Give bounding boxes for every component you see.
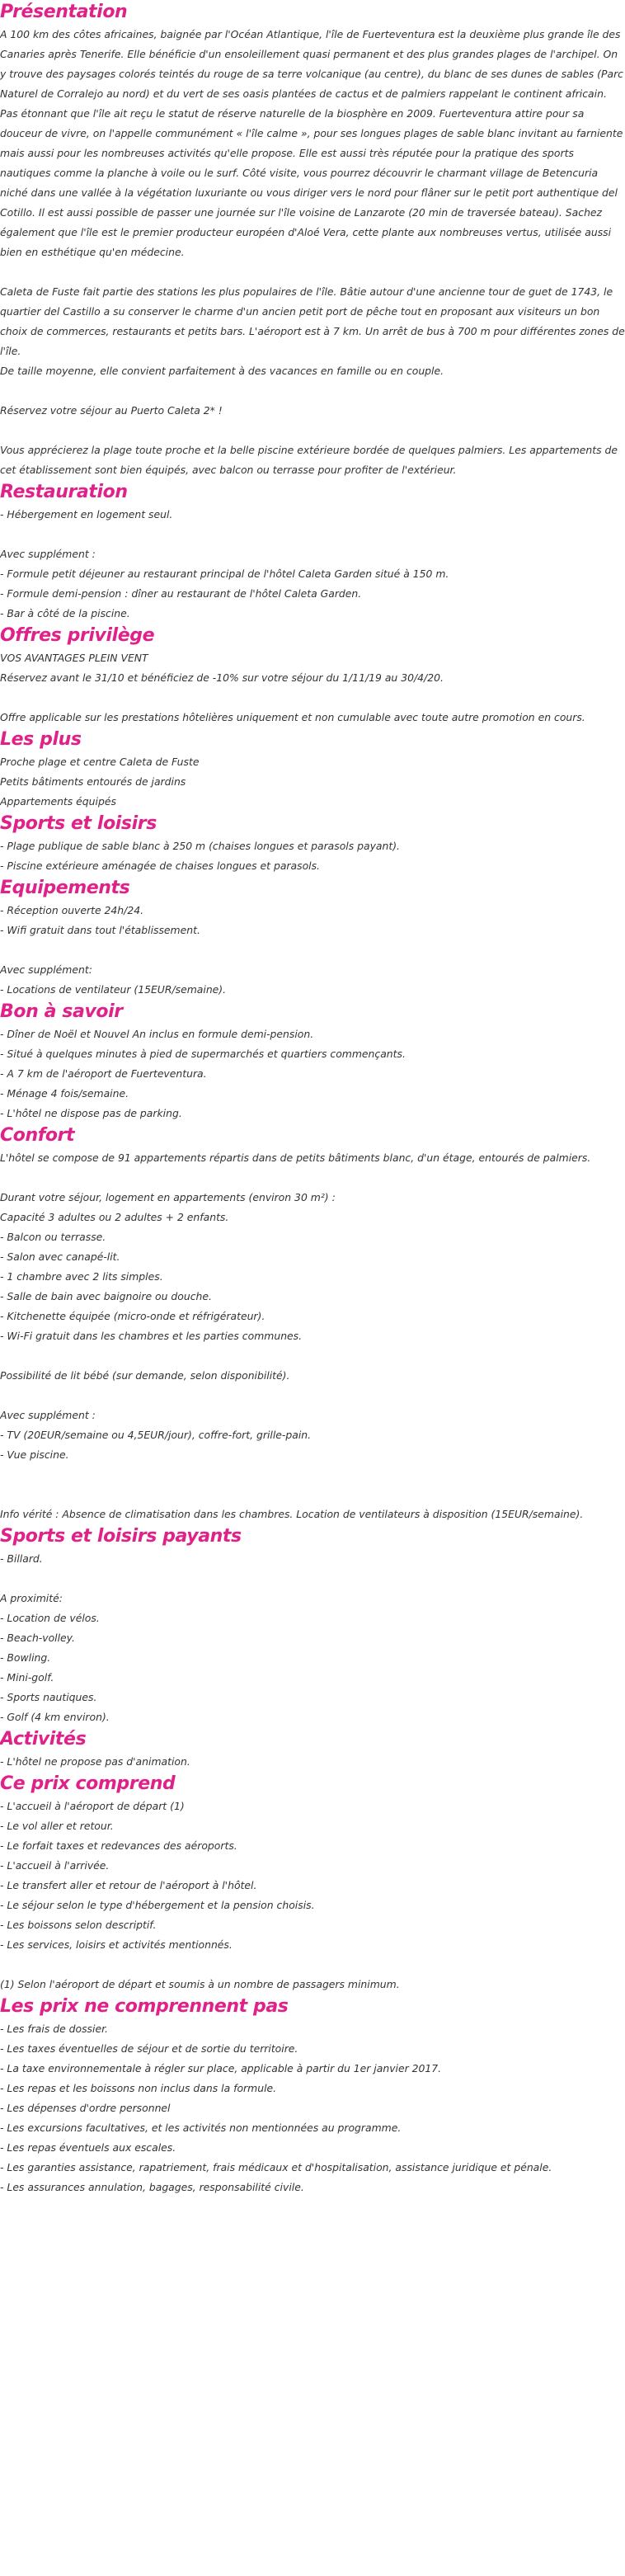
section-restauration xyxy=(0,480,625,624)
section-text-confort: L'hôtel se compose de 91 appartements répartis dans de petits bâtiments blanc, d'un étage, entourés de palmiers. Durant votre séjour, logement en appartements (environ 30 m²) : Capacité 3 adultes ou 2 adultes + 2 enfants. - Balcon ou terrasse. - Salon avec canapé-lit. - 1 chambre avec 2 lits simples. - Salle de bain avec baignoire ou douche. - Kitchenette équipée (micro-onde et réfrigérateur). - Wi-Fi gratuit dans les chambres et les parties communes. Possibilité de lit bébé (sur demande, selon disponibilité). Avec supplément : - TV (20EUR/semaine ou 4,5EUR/jour), coffre-fort, grille-pain. - Vue piscine. Info vérité : Absence de climatisation dans les chambres. Location de ventilateurs à disposition (15EUR/semaine). xyxy=(0,1151,591,1520)
section-title-sports-loisirs-payants: Sports et loisirs payants xyxy=(0,1526,242,1547)
section-text-sports-loisirs: - Plage publique de sable blanc à 250 m (chaises longues et parasols payant). - Piscine extérieure aménagée de chaises longues et parasols. xyxy=(0,840,400,872)
section-prix-ne-comprennent-pas xyxy=(0,1994,625,2197)
section-text-equipements: - Réception ouverte 24h/24. - Wifi gratuit dans tout l'établissement. Avec supplément: - Locations de ventilateur (15EUR/semaine). xyxy=(0,904,227,996)
section-sports-loisirs-payants xyxy=(0,1524,625,1727)
section-text-sports-loisirs-payants: - Billard. A proximité: - Location de vélos. - Beach-volley. - Bowling. - Mini-golf. - Sports nautiques. - Golf (4 km environ). xyxy=(0,1552,110,1723)
section-ce-prix-comprend xyxy=(0,1772,625,1994)
section-title-equipements: Equipements xyxy=(0,878,130,898)
section-title-ce-prix-comprend: Ce prix comprend xyxy=(0,1773,176,1794)
section-title-restauration: Restauration xyxy=(0,482,128,502)
section-activites xyxy=(0,1727,625,1772)
section-title-bon-a-savoir: Bon à savoir xyxy=(0,1001,123,1022)
section-text-activites: - L'hôtel ne propose pas d'animation. xyxy=(0,1755,190,1768)
section-offres-privilege xyxy=(0,624,625,728)
section-title-offres-privilege: Offres privilège xyxy=(0,625,155,646)
section-text-restauration: - Hébergement en logement seul. Avec supplément : - Formule petit déjeuner au restaurant principal de l'hôtel Caleta Garden situé à 150 m. - Formule demi-pension : dîner au restaurant de l'hôtel Caleta Garden. - Bar à côté de la piscine. xyxy=(0,508,449,619)
section-text-prix-ne-comprennent-pas: - Les frais de dossier. - Les taxes éventuelles de séjour et de sortie du territoire. - La taxe environnementale à régler sur place, applicable à partir du 1er janvier 2017. - Les repas et les boissons non inclus dans la formule. - Les dépenses d'ordre personnel - Les excursions facultatives, et les activités non mentionnées au programme. - Les repas éventuels aux escales. - Les garanties assistance, rapatriement, frais médicaux et d'hospitalisation, assistance juridique et pénale. - Les assurances annulation, bagages, responsabilité civile. xyxy=(0,2023,552,2193)
section-confort xyxy=(0,1123,625,1524)
section-equipements xyxy=(0,876,625,1000)
section-title-confort: Confort xyxy=(0,1125,75,1146)
section-text-presentation: A 100 km des côtes africaines, baignée par l'Océan Atlantique, l'île de Fuerteventura est la deuxième plus grande île des Canaries après Tenerife. Elle bénéficie d'un ensoleillement quasi permanent et des plus grandes plages de l'archipel. On y trouve des paysages colorés teintés du rouge de sa terre volcanique (au centre), du blanc de ses dunes de sables (Parc Naturel de Corralejo au nord) et du vert de ses oasis plantées de cactus et de palmiers rappelant le continent africain. Pas étonnant que l'île ait reçu le statut de réserve naturelle de la biosphère en 2009. Fuerteventura attire pour sa douceur de vivre, on l'appelle communément « l'île calme », pour ses longues plages de sable blanc invitant au farniente mais aussi pour les nombreuses activités qu'elle propose. Elle est aussi très réputée pour la pratique des sports nautiques comme la planche à voile ou le surf. Côté visite, vous pourrez découvrir le charmant village de Betencuria niché dans une vallée à la végétation luxuriante ou vous diriger vers le nord pour flâner sur le petit port authentique del Cotillo. Il est aussi possible de passer une journée sur l'île voisine de Lanzarote (20 min de traversée bateau). Sachez également que l'île est le premier producteur européen d'Aloé Vera, cette plante aux nombreuses vertus, utilisée aussi bien en esthétique qu'en médecine. Caleta de Fuste fait partie des stations les plus populaires de l'île. Bâtie autour d'une ancienne tour de guet de 1743, le quartier del Castillo a su conserver le charme d'un ancien petit port de pêche tout en proposant aux visiteurs un bon choix de commerces, restaurants et petits bars. L'aéroport est à 7 km. Un arrêt de bus à 700 m pour différentes zones de l'île. De taille moyenne, elle convient parfaitement à des vacances en famille ou en couple. Réservez votre séjour au Puerto Caleta 2* ! Vous apprécierez la plage toute proche et la belle piscine extérieure bordée de quelques palmiers. Les appartements de cet établissement sont bien équipés, avec balcon ou terrasse pour profiter de l'extérieur. xyxy=(0,28,625,476)
section-text-offres-privilege: VOS AVANTAGES PLEIN VENT Réservez avant le 31/10 et bénéficiez de -10% sur votre séjour du 1/11/19 au 30/4/20. Offre applicable sur les prestations hôtelières uniquement et non cumulable avec toute autre promotion en cours. xyxy=(0,652,585,723)
section-text-ce-prix-comprend: - L'accueil à l'aéroport de départ (1) - Le vol aller et retour. - Le forfait taxes et redevances des aéroports. - L'accueil à l'arrivée. - Le transfert aller et retour de l'aéroport à l'hôtel. - Le séjour selon le type d'hébergement et la pension choisis. - Les boissons selon descriptif. - Les services, loisirs et activités mentionnés. (1) Selon l'aéroport de départ et soumis à un nombre de passagers minimum. xyxy=(0,1800,400,1990)
section-sports-loisirs xyxy=(0,812,625,876)
section-title-les-plus: Les plus xyxy=(0,729,82,750)
section-title-prix-ne-comprennent-pas: Les prix ne comprennent pas xyxy=(0,1996,289,2017)
section-bon-a-savoir xyxy=(0,1000,625,1123)
section-text-bon-a-savoir: - Dîner de Noël et Nouvel An inclus en formule demi-pension. - Situé à quelques minutes à pied de supermarchés et quartiers commençants. - A 7 km de l'aéroport de Fuerteventura. - Ménage 4 fois/semaine. - L'hôtel ne dispose pas de parking. xyxy=(0,1028,406,1119)
section-title-presentation: Présentation xyxy=(0,2,128,22)
section-title-activites: Activités xyxy=(0,1729,87,1750)
section-title-sports-loisirs: Sports et loisirs xyxy=(0,813,157,834)
section-les-plus xyxy=(0,728,625,812)
section-presentation xyxy=(0,0,625,480)
section-text-les-plus: Proche plage et centre Caleta de Fuste Petits bâtiments entourés de jardins Appartements équipés xyxy=(0,756,200,808)
